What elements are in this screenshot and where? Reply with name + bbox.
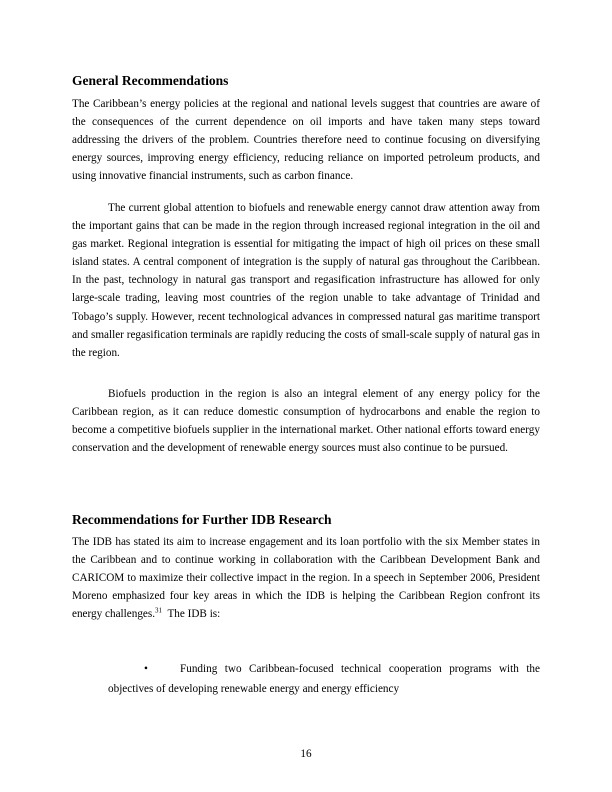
bullet-list-item: [108, 659, 540, 699]
body-paragraph: [72, 533, 540, 623]
body-paragraph: The Caribbean’s energy policies at the regional and national levels suggest that countries are aware of the consequences of the current dependence on oil imports and have taken many steps toward addressing the drivers of the problem. Countries therefore need to continue focusing on diversifying energy sources, improving energy efficiency, reducing reliance on imported petroleum products, and using innovative financial instruments, such as carbon finance.: [72, 98, 540, 183]
bullet-icon: •: [144, 663, 148, 675]
body-paragraph: Biofuels production in the region is also an integral element of any energy policy for the Caribbean region, as it can reduce domestic consumption of hydrocarbons and enable the region to become a competitive biofuels supplier in the international market. Other national efforts toward energy conservation and the development of renewable energy sources must also continue to be pursued.: [72, 388, 540, 455]
section-heading-further-research: Recommendations for Further IDB Research: [72, 512, 332, 527]
paragraph-text: The IDB has stated its aim to increase engagement and its loan portfolio with the six Member states in the Caribbean and to continue working in collaboration with the Caribbean Development Bank and CARICOM to maximize their collective impact in the region. In a speech in September 2006, President Moreno emphasized four key areas in which the IDB is helping the Caribbean Region confront its energy challenges.: [72, 536, 540, 621]
page-number: 16: [300, 748, 312, 760]
bullet-text: Funding two Caribbean-focused technical cooperation programs with the objectives of developing renewable energy and energy efficiency: [108, 663, 540, 695]
paragraph-text-tail: The IDB is:: [162, 608, 221, 621]
footnote-reference[interactable]: 31: [155, 606, 163, 615]
section-heading-general-recommendations: General Recommendations: [72, 73, 229, 88]
body-paragraph: The current global attention to biofuels and renewable energy cannot draw attention away from the important gains that can be made in the region through increased regional integration in the oil and gas market. Regional integration is essential for mitigating the impact of high oil prices on these small island states. A central component of integration is the supply of natural gas throughout the Caribbean. In the past, technology in natural gas transport and regasification infrastructure has allowed for only large-scale trading, leaving most countries of the region unable to take advantage of Trinidad and Tobago’s supply. However, recent technological advances in compressed natural gas maritime transport and smaller regasification terminals are rapidly reducing the costs of small-scale supply of natural gas in the region.: [72, 202, 540, 359]
